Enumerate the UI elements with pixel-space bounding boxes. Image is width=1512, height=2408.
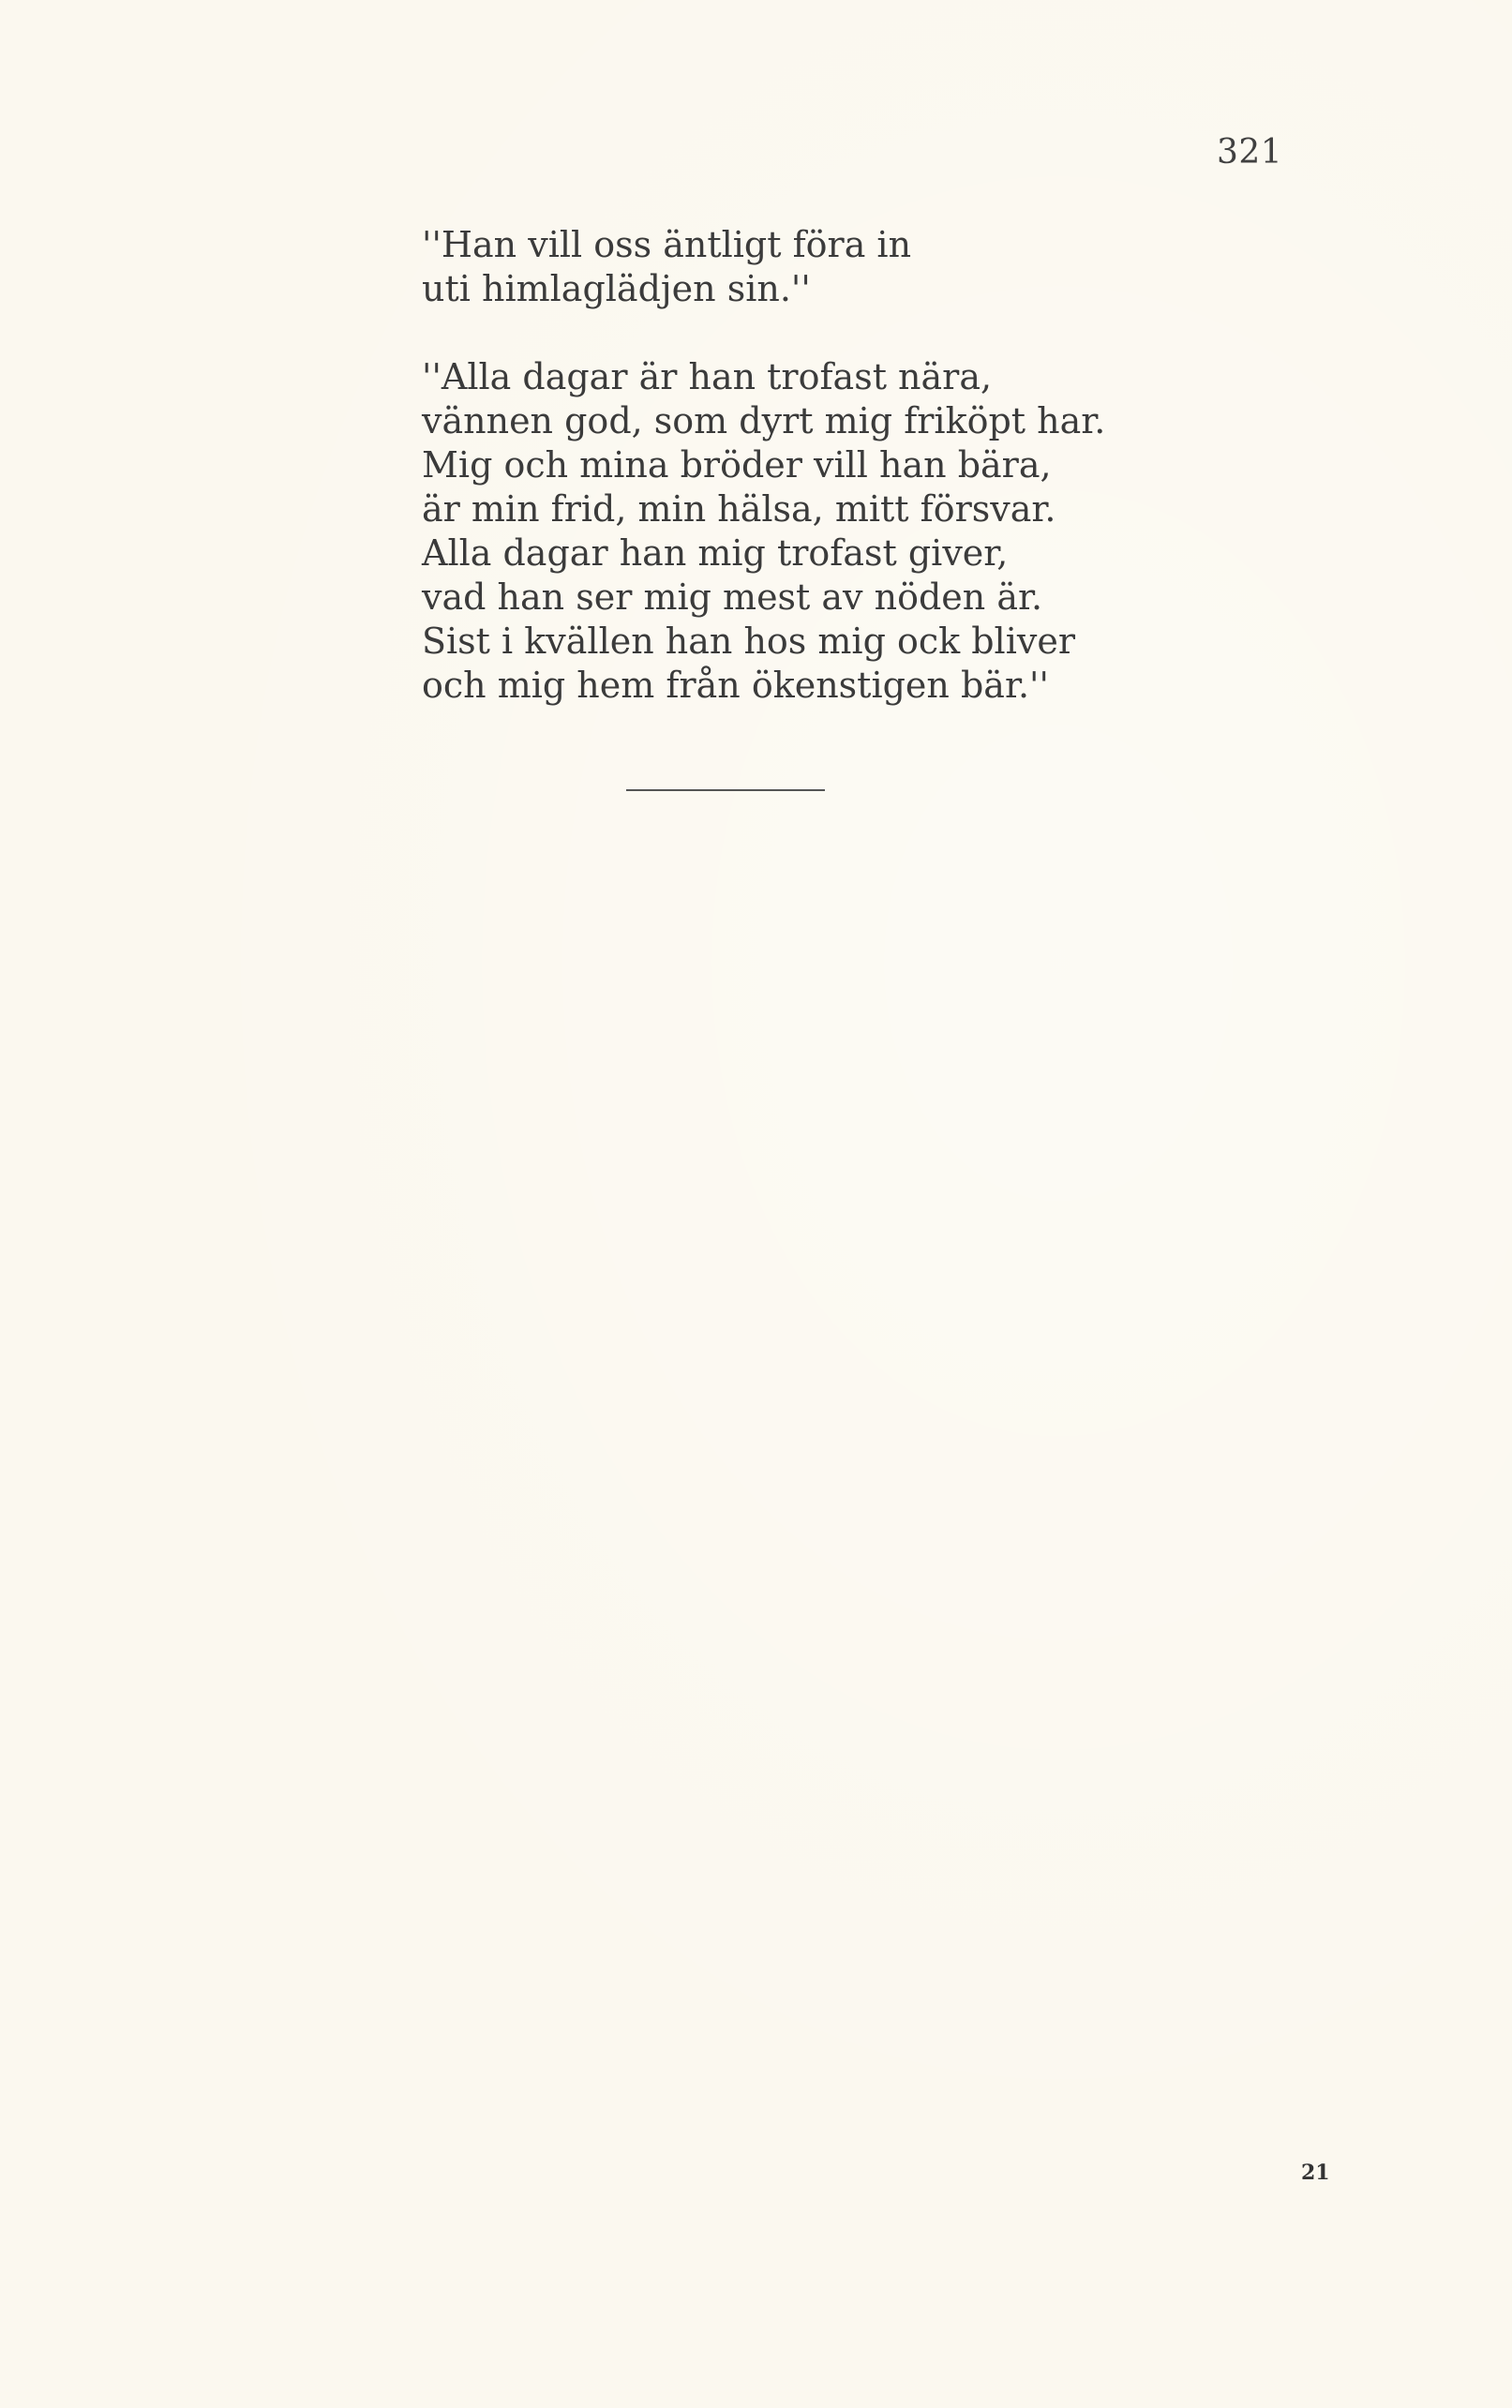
poem-line: och mig hem från ökenstigen bär.''	[422, 665, 1049, 706]
page-number: 321	[1217, 133, 1283, 172]
signature-mark: 21	[1301, 2161, 1330, 2185]
poem-text	[422, 223, 1265, 708]
stanza-2	[422, 355, 1265, 708]
poem-line: ''Han vill oss äntligt föra in	[422, 224, 912, 265]
stanza-1	[422, 223, 1265, 311]
poem-line: ''Alla dagar är han trofast nära,	[422, 356, 993, 397]
poem-line: vad han ser mig mest av nöden är.	[422, 576, 1043, 618]
poem-line: vännen god, som dyrt mig friköpt har.	[422, 400, 1106, 441]
poem-line: uti himlaglädjen sin.''	[422, 268, 811, 309]
poem-line: är min frid, min hälsa, mitt försvar.	[422, 488, 1056, 530]
section-divider	[626, 789, 825, 791]
poem-line: Alla dagar han mig trofast giver,	[422, 532, 1009, 574]
poem-line: Sist i kvällen han hos mig ock bliver	[422, 621, 1075, 662]
poem-line: Mig och mina bröder vill han bära,	[422, 444, 1052, 486]
